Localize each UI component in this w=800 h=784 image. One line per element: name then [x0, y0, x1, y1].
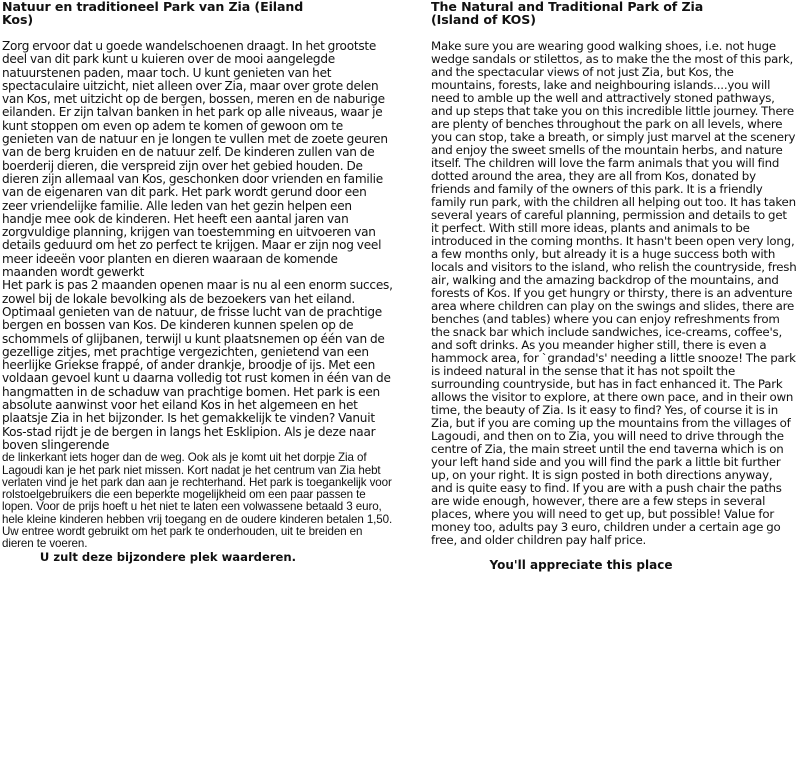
dutch-body-continued: de linkerkant iets hoger dan de weg. Ook als je komt uit het dorpje Zia of Lagoudi kan je het park niet missen. Kort nadat je het centrum van Zia hebt verlaten vind je het park dan aan je rechterhand. Het park is toegankelijk voor rolstoelgebruikers die een beperkte mogelijkheid om een paar passen te lopen. Voor de prijs hoeft u het niet te laten een volwassene betaald 3 euro, hele kleine kinderen hebben vrij toegang en de oudere kinderen betalen 1,50. Uw entree wordt gebruikt om het park te onderhouden, uit te breiden en dieren te voeren.: [2, 451, 393, 551]
english-column: [431, 0, 797, 572]
dutch-closing: U zult deze bijzondere plek waarderen.: [39, 549, 297, 564]
english-body: Make sure you are wearing good walking shoes, i.e. not huge wedge sandals or stilettos, as to make the the most of this park, and the spectacular views of not just Zia, but Kos, the mountains, forests, lake and neighbouring islands....you will need to amble up the well and attractively stoned pathways, and up steps that take you on this incredible little journey. There are plenty of benches throughout the park on all levels, where you can stop, take a breath, or simply just marvel at the scenery and enjoy the sweet smells of the mountain herbs, and nature itself. The children will love the farm animals that you will find dotted around the area, they are all from Kos, donated by friends and family of the owners of this park. It is a friendly family run park, with the children all helping out too. It has taken several years of careful planning, permission and details to get it perfect. With still more ideas, plants and animals to be introduced in the coming months. It hasn't been open very long, a few months only, but already it is a huge success both with locals and visitors to the island, who relish the countryside, fresh air, walking and the amazing backdrop of the mountains, and forests of Kos. If you get hungry or thirsty, there is an adventure area where children can play on the swings and slides, there are benches (and tables) where you can enjoy refreshments from the snack bar which include sandwiches, ice-creams, coffee's, and soft drinks. As you meander higher still, there is even a hammock area, for `grandad's' needing a little snooze! The park is indeed natural in the sense that it has not spoilt the surrounding countryside, but has in fact enhanced it. The Park allows the visitor to explore, at there own pace, and in their own time, the beauty of Zia. Is it easy to find? Yes, of course it is in Zia, but if you are coming up the mountains from the villages of Lagoudi, and then on to Zia, you will need to drive through the centre of Zia, the main street until the end taverna which is on your left hand side and you will find the park a little bit further up, on your right. It is sign posted in both directions anyway, and is quite easy to find. If you are with a push chair the paths are wide enough, however, there are a few steps in several places, where you will need to get up, but possible! Value for money too, adults pay 3 euro, children under a certain age go free, and older children pay half price.: [431, 39, 797, 547]
dutch-column: [2, 0, 394, 564]
english-title: The Natural and Traditional Park of Zia (Island of KOS): [431, 0, 704, 27]
english-closing: You'll appreciate this place: [489, 558, 673, 572]
dutch-body: Zorg ervoor dat u goede wandelschoenen draagt. In het grootste deel van dit park kunt u kuieren over de mooi aangelegde natuurstenen paden, maar toch. U kunt genieten van het spectaculaire uitzicht, niet alleen over Zia, maar over grote delen van Kos, met uitzicht op de bergen, bossen, meren en de naburige eilanden. Er zijn talvan banken in het park op alle niveaus, waar je kunt stoppen om even op adem te komen of gewoon om te genieten van de natuur en je longen te vullen met de zoete geuren van de berg kruiden en de natuur zelf. De kinderen zullen van de boerderij dieren, die verspreid zijn over het gebied houden. De dieren zijn allemaal van Kos, geschonken door vrienden en familie van de eigenaren van dit park. Het park wordt gerund door een zeer vriendelijke familie. Alle leden van het gezin helpen een handje mee ook de kinderen. Het heeft een aantal jaren van zorgvuldige planning, krijgen van toestemming en uitvoeren van details geduurd om het zo perfect te krijgen. Maar er zijn nog veel meer ideeën voor planten en dieren waaraan de komende maanden wordt gewerkt Het park is pas 2 maanden openen maar is nu al een enorm succes, zowel bij de lokale bevolking als de bezoekers van het eiland. Optimaal genieten van de natuur, de frisse lucht van de prachtige bergen en bossen van Kos. De kinderen kunnen spelen op de schommels of glijbanen, terwijl u kunt plaatsnemen op één van de gezellige zitjes, met prachtige vergezichten, genietend van een heerlijke Griekse frappé, of ander drankje, broodje of ijs. Met een voldaan gevoel kunt u daarna volledig tot rust komen in één van de hangmatten in de schaduw van prachtige bomen. Het park is een absolute aanwinst voor het eiland Kos in het algemeen en het plaatsje Zia in het bijzonder. Is het gemakkelijk te vinden? Vanuit Kos-stad rijdt je de bergen in langs het Esklipion. Als je deze naar boven slingerende: [2, 39, 393, 452]
dutch-title: Natuur en traditioneel Park van Zia (Eiland Kos): [2, 0, 304, 27]
